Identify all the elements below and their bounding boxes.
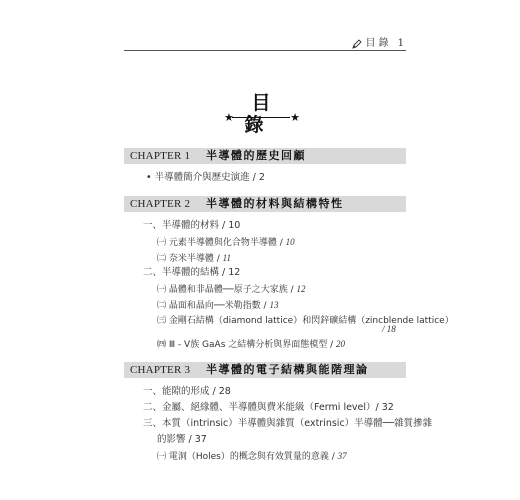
chapter-number: CHAPTER 2 bbox=[130, 198, 191, 210]
toc-subentry[interactable] bbox=[157, 283, 305, 296]
chapter-title: 半導體的材料與結構特性 bbox=[206, 197, 344, 210]
toc-page-number: 37 bbox=[337, 451, 347, 461]
chapter-2-bar[interactable] bbox=[124, 196, 406, 212]
chapter-title: 半導體的電子結構與能階理論 bbox=[206, 363, 369, 376]
header-page-number: 1 bbox=[397, 38, 404, 49]
toc-subentry-text: ㈠ 元素半導體與化合物半導體 / bbox=[157, 238, 286, 248]
toc-subentry[interactable]: ㈢ 金剛石結構（diamond lattice）和閃鋅礦結構（zincblende lattice） bbox=[157, 316, 454, 326]
toc-subentry-text: ㈠ 晶體和非晶體──原子之大家族 / bbox=[157, 285, 297, 295]
chapter-3-bar[interactable] bbox=[124, 362, 406, 378]
toc-entry[interactable]: 三、本質（intrinsic）半導體與雜質（extrinsic）半導體──雜質摻雜 bbox=[143, 418, 433, 429]
title-underline bbox=[232, 117, 290, 118]
toc-subentry-text: ㈠ 電洞（Holes）的概念與有效質量的意義 / bbox=[157, 452, 338, 462]
page-title-text: 目錄 bbox=[244, 92, 285, 136]
toc-subentry-text: ㈡ 晶面和晶向──米勒指數 / bbox=[157, 301, 270, 311]
header-label bbox=[352, 38, 404, 50]
toc-page-number: / 18 bbox=[382, 324, 396, 334]
chapter-1-bar[interactable] bbox=[124, 148, 406, 164]
star-icon-right: ★ bbox=[290, 111, 300, 124]
toc-entry[interactable]: 一、半導體的材料 / 10 bbox=[143, 220, 241, 231]
chapter-number: CHAPTER 3 bbox=[130, 364, 191, 376]
toc-entry-continuation[interactable]: 的影響 / 37 bbox=[157, 434, 207, 445]
toc-subentry[interactable] bbox=[157, 338, 345, 351]
toc-entry[interactable]: • 半導體簡介與歷史演進 / 2 bbox=[146, 172, 265, 183]
star-icon-left: ★ bbox=[224, 111, 234, 124]
page-title bbox=[224, 92, 300, 136]
toc-page-number: 10 bbox=[285, 237, 295, 247]
toc-subentry[interactable] bbox=[157, 450, 347, 463]
chapter-title: 半導體的歷史回顧 bbox=[206, 149, 306, 162]
toc-page-number: 20 bbox=[336, 339, 346, 349]
toc-subentry[interactable] bbox=[157, 236, 295, 249]
toc-entry[interactable]: 二、半導體的結構 / 12 bbox=[143, 267, 241, 278]
toc-entry[interactable]: 二、金屬、絕緣體、半導體與費米能級（Fermi level）/ 32 bbox=[143, 402, 394, 413]
toc-subentry[interactable] bbox=[157, 299, 278, 312]
toc-page-number: 13 bbox=[269, 300, 279, 310]
toc-subentry-text: ㈣ Ⅲ - Ⅴ族 GaAs 之結構分析與界面態模型 / bbox=[157, 340, 337, 350]
toc-page-number: 11 bbox=[222, 253, 231, 263]
toc-entry[interactable]: 一、能隙的形成 / 28 bbox=[143, 386, 231, 397]
toc-page-number: 12 bbox=[296, 284, 306, 294]
header-section-label: 目 錄 bbox=[365, 38, 389, 49]
toc-subentry[interactable] bbox=[157, 252, 231, 265]
pencil-icon bbox=[352, 39, 362, 49]
running-header bbox=[124, 38, 406, 52]
header-rule bbox=[124, 50, 406, 51]
chapter-number: CHAPTER 1 bbox=[130, 150, 191, 162]
toc-subentry-text: ㈡ 奈米半導體 / bbox=[157, 254, 223, 264]
